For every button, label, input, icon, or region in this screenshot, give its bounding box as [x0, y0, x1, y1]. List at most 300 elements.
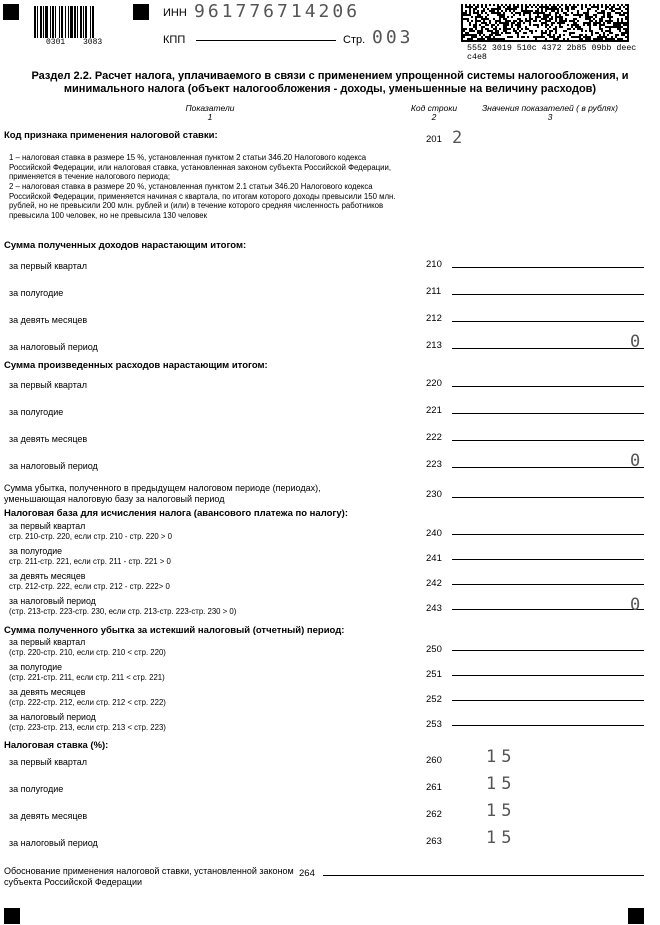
barcode-module	[497, 12, 499, 14]
barcode-module	[485, 4, 487, 6]
barcode-module	[615, 34, 617, 36]
column-header-2	[403, 104, 465, 122]
value-line-212[interactable]	[452, 321, 644, 322]
barcode-bar	[70, 6, 73, 38]
barcode-module	[583, 36, 585, 38]
tax-base-row-formula: стр. 210-стр. 220, если стр. 210 - стр. 220 > 0	[9, 532, 172, 541]
line-code-211: 211	[426, 286, 442, 297]
barcode-module	[583, 40, 585, 42]
value-line-253[interactable]	[452, 725, 644, 726]
barcode-module	[483, 26, 485, 28]
barcode-module	[525, 32, 527, 34]
barcode-module	[493, 28, 495, 30]
line-code-261: 261	[426, 782, 442, 793]
barcode-module	[477, 4, 479, 6]
barcode-module	[495, 20, 497, 22]
barcode-module	[599, 22, 601, 24]
barcode-module	[579, 38, 581, 40]
barcode-module	[611, 36, 613, 38]
barcode-module	[619, 14, 621, 16]
barcode-module	[545, 26, 547, 28]
barcode-module	[499, 8, 501, 10]
barcode-module	[603, 34, 605, 36]
column-header-1	[150, 104, 270, 122]
barcode-module	[561, 40, 563, 42]
barcode-module	[477, 10, 479, 12]
barcode-module	[489, 38, 491, 40]
barcode-module	[551, 22, 553, 24]
barcode-module	[509, 32, 511, 34]
barcode-module	[543, 12, 545, 14]
barcode-module	[555, 14, 557, 16]
tax-rate-label: Налоговая ставка (%):	[4, 740, 109, 751]
tax-base-row-label: за девять месяцев	[9, 571, 86, 581]
barcode-module	[489, 10, 491, 12]
barcode-module	[483, 10, 485, 12]
barcode-module	[609, 4, 611, 6]
barcode-bar	[92, 6, 94, 38]
rate-row-label: за налоговый период	[9, 838, 98, 848]
barcode-module	[463, 14, 465, 16]
barcode-module	[479, 38, 481, 40]
barcode-module	[627, 12, 629, 14]
barcode-module	[567, 8, 569, 10]
value-line-213[interactable]	[452, 348, 644, 349]
barcode-bar	[85, 6, 87, 38]
barcode-module	[625, 36, 627, 38]
barcode-module	[503, 30, 505, 32]
barcode-module	[479, 34, 481, 36]
barcode-bar	[77, 6, 78, 38]
barcode-module	[619, 6, 621, 8]
barcode-module	[519, 14, 521, 16]
barcode-module	[523, 14, 525, 16]
barcode-module	[469, 40, 471, 42]
barcode-module	[587, 40, 589, 42]
barcode-module	[581, 8, 583, 10]
barcode-module	[535, 36, 537, 38]
barcode-module	[471, 16, 473, 18]
value-line-240[interactable]	[452, 534, 644, 535]
value-line-250[interactable]	[452, 650, 644, 651]
barcode-module	[513, 14, 515, 16]
barcode-module	[535, 20, 537, 22]
barcode-module	[489, 40, 491, 42]
barcode-module	[617, 18, 619, 20]
barcode-module	[601, 10, 603, 12]
barcode-module	[487, 38, 489, 40]
2d-barcode-caption: 5552 3019 510c 4372 2b85 09bb deec c4e8	[467, 44, 637, 62]
barcode-module	[533, 24, 535, 26]
barcode-module	[589, 24, 591, 26]
barcode-module	[525, 4, 527, 6]
line-code-210: 210	[426, 259, 442, 270]
barcode-module	[473, 4, 475, 6]
barcode-module	[607, 14, 609, 16]
value-line-241[interactable]	[452, 559, 644, 560]
value-line-222[interactable]	[452, 440, 644, 441]
value-line-252[interactable]	[452, 700, 644, 701]
barcode-module	[615, 8, 617, 10]
barcode-module	[573, 6, 575, 8]
barcode-module	[471, 36, 473, 38]
barcode-module	[589, 36, 591, 38]
barcode-module	[577, 40, 579, 42]
barcode-module	[573, 8, 575, 10]
barcode-module	[485, 24, 487, 26]
barcode-module	[515, 24, 517, 26]
rate-row-label: за девять месяцев	[9, 811, 88, 821]
barcode-module	[603, 24, 605, 26]
barcode-module	[481, 4, 483, 6]
barcode-module	[625, 22, 627, 24]
value-line-230[interactable]	[452, 497, 644, 498]
barcode-module	[595, 14, 597, 16]
barcode-module	[599, 18, 601, 20]
value-213[interactable]: 0	[630, 332, 641, 352]
barcode-module	[481, 32, 483, 34]
barcode-module	[565, 20, 567, 22]
barcode-module	[589, 30, 591, 32]
barcode-module	[461, 34, 463, 36]
barcode-bar	[40, 6, 42, 38]
barcode-module	[501, 10, 503, 12]
barcode-module	[497, 30, 499, 32]
income-row-label: за полугодие	[9, 288, 64, 298]
barcode-module	[511, 40, 513, 42]
barcode-module	[571, 8, 573, 10]
barcode-module	[545, 14, 547, 16]
barcode-module	[537, 10, 539, 12]
inn-value: 961776714206	[194, 1, 361, 22]
barcode-module	[599, 38, 601, 40]
barcode-module	[587, 12, 589, 14]
value-263[interactable]: 15	[486, 828, 517, 848]
barcode-module	[537, 12, 539, 14]
barcode-module	[487, 14, 489, 16]
barcode-module	[541, 10, 543, 12]
barcode-module	[541, 40, 543, 42]
barcode-module	[475, 20, 477, 22]
barcode-module	[511, 22, 513, 24]
barcode-module	[601, 36, 603, 38]
barcode-module	[531, 30, 533, 32]
barcode-module	[499, 12, 501, 14]
line-code-260: 260	[426, 755, 442, 766]
barcode-module	[485, 40, 487, 42]
barcode-module	[503, 12, 505, 14]
barcode-module	[605, 36, 607, 38]
barcode-module	[595, 6, 597, 8]
value-line-211[interactable]	[452, 294, 644, 295]
barcode-module	[553, 6, 555, 8]
barcode-module	[527, 20, 529, 22]
line-code-252: 252	[426, 694, 442, 705]
value-line-210[interactable]	[452, 267, 644, 268]
barcode-module	[491, 26, 493, 28]
value-223[interactable]: 0	[630, 451, 641, 471]
barcode-module	[483, 20, 485, 22]
barcode-module	[501, 40, 503, 42]
barcode-module	[623, 6, 625, 8]
barcode-module	[503, 28, 505, 30]
barcode-module	[553, 36, 555, 38]
barcode-module	[473, 8, 475, 10]
barcode-module	[627, 16, 629, 18]
barcode-module	[511, 26, 513, 28]
barcode-module	[579, 26, 581, 28]
barcode-module	[521, 28, 523, 30]
barcode-module	[517, 26, 519, 28]
barcode-module	[585, 12, 587, 14]
barcode-module	[513, 6, 515, 8]
line-code-263: 263	[426, 836, 442, 847]
barcode-module	[627, 38, 629, 40]
barcode-module	[505, 4, 507, 6]
barcode-module	[601, 24, 603, 26]
barcode-module	[619, 28, 621, 30]
barcode-module	[613, 24, 615, 26]
barcode-module	[465, 12, 467, 14]
value-243[interactable]: 0	[630, 595, 641, 615]
barcode-module	[599, 28, 601, 30]
barcode-module	[531, 40, 533, 42]
barcode-module	[599, 34, 601, 36]
barcode-module	[557, 16, 559, 18]
barcode-module	[499, 28, 501, 30]
barcode-module	[547, 40, 549, 42]
barcode-module	[597, 40, 599, 42]
barcode-module	[495, 28, 497, 30]
barcode-module	[613, 40, 615, 42]
barcode-module	[561, 8, 563, 10]
barcode-module	[545, 18, 547, 20]
barcode-module	[559, 14, 561, 16]
barcode-module	[469, 14, 471, 16]
barcode-module	[603, 36, 605, 38]
tax-base-row-formula: стр. 211-стр. 221, если стр. 211 - стр. 221 > 0	[9, 557, 171, 566]
value-line-242[interactable]	[452, 584, 644, 585]
expense-row-label: за девять месяцев	[9, 434, 88, 444]
barcode-module	[597, 38, 599, 40]
barcode-module	[573, 20, 575, 22]
barcode-module	[621, 38, 623, 40]
barcode-module	[477, 12, 479, 14]
barcode-module	[517, 22, 519, 24]
line-code-230: 230	[426, 489, 442, 500]
barcode-module	[567, 38, 569, 40]
barcode-module	[545, 10, 547, 12]
corner-marker-bottom-left	[4, 908, 20, 924]
barcode-module	[509, 10, 511, 12]
value-line-243[interactable]	[452, 609, 644, 610]
barcode-module	[559, 40, 561, 42]
barcode-module	[509, 28, 511, 30]
barcode-module	[575, 6, 577, 8]
loss-row-formula: (стр. 223-стр. 213, если стр. 213 < стр. 223)	[9, 723, 166, 732]
value-261[interactable]: 15	[486, 774, 517, 794]
barcode-module	[511, 12, 513, 14]
barcode-module	[557, 12, 559, 14]
barcode-module	[613, 38, 615, 40]
barcode-module	[541, 30, 543, 32]
barcode-module	[561, 16, 563, 18]
barcode-module	[485, 28, 487, 30]
barcode-module	[463, 36, 465, 38]
barcode-module	[463, 40, 465, 42]
value-line-220[interactable]	[452, 386, 644, 387]
barcode-module	[535, 10, 537, 12]
barcode-module	[499, 6, 501, 8]
barcode-module	[547, 8, 549, 10]
barcode-module	[519, 18, 521, 20]
barcode-module	[493, 40, 495, 42]
barcode-module	[609, 22, 611, 24]
value-260[interactable]: 15	[486, 747, 517, 767]
barcode	[34, 6, 118, 38]
barcode-module	[495, 34, 497, 36]
barcode-module	[505, 30, 507, 32]
barcode-module	[545, 24, 547, 26]
loss-row-formula: (стр. 220-стр. 210, если стр. 210 < стр. 220)	[9, 648, 166, 657]
tax-base-row-label: за налоговый период	[9, 596, 96, 606]
barcode-module	[519, 26, 521, 28]
barcode-module	[607, 22, 609, 24]
barcode-module	[589, 16, 591, 18]
barcode-module	[507, 20, 509, 22]
barcode-module	[467, 20, 469, 22]
barcode-module	[519, 22, 521, 24]
barcode-module	[621, 18, 623, 20]
loss-row-label: за девять месяцев	[9, 687, 86, 697]
barcode-module	[531, 18, 533, 20]
barcode-bar	[45, 6, 48, 38]
barcode-module	[611, 6, 613, 8]
line-code-242: 242	[426, 578, 442, 589]
barcode-module	[537, 26, 539, 28]
barcode-module	[505, 28, 507, 30]
barcode-module	[599, 24, 601, 26]
barcode-module	[601, 20, 603, 22]
barcode-module	[583, 24, 585, 26]
barcode-module	[625, 32, 627, 34]
barcode-module	[481, 36, 483, 38]
value-line-223[interactable]	[452, 467, 644, 468]
line-code-250: 250	[426, 644, 442, 655]
barcode-module	[461, 14, 463, 16]
barcode-module	[579, 28, 581, 30]
barcode-module	[617, 8, 619, 10]
barcode-module	[585, 4, 587, 6]
barcode-module	[555, 32, 557, 34]
barcode-module	[577, 28, 579, 30]
barcode-module	[475, 12, 477, 14]
barcode-bar	[34, 6, 36, 38]
barcode-module	[619, 22, 621, 24]
barcode-module	[623, 22, 625, 24]
barcode-module	[473, 24, 475, 26]
barcode-module	[595, 20, 597, 22]
barcode-module	[575, 22, 577, 24]
barcode-module	[561, 4, 563, 6]
barcode-module	[531, 10, 533, 12]
barcode-module	[567, 6, 569, 8]
column-header-1-number: 1	[207, 112, 213, 122]
barcode-module	[471, 38, 473, 40]
barcode-module	[523, 40, 525, 42]
barcode-module	[529, 12, 531, 14]
barcode-module	[515, 12, 517, 14]
barcode-bar	[43, 6, 44, 38]
barcode-module	[623, 40, 625, 42]
barcode-module	[501, 16, 503, 18]
barcode-module	[533, 20, 535, 22]
barcode-module	[547, 14, 549, 16]
barcode-module	[627, 14, 629, 16]
value-line-251[interactable]	[452, 675, 644, 676]
barcode-module	[469, 4, 471, 6]
barcode-module	[585, 18, 587, 20]
barcode-module	[577, 36, 579, 38]
barcode-module	[465, 18, 467, 20]
barcode-module	[503, 40, 505, 42]
barcode-module	[607, 40, 609, 42]
barcode-module	[559, 26, 561, 28]
barcode-module	[481, 40, 483, 42]
barcode-module	[509, 36, 511, 38]
barcode-module	[567, 14, 569, 16]
value-line-221[interactable]	[452, 413, 644, 414]
barcode-module	[587, 36, 589, 38]
barcode-module	[549, 8, 551, 10]
barcode-module	[501, 38, 503, 40]
barcode-module	[507, 22, 509, 24]
barcode-module	[601, 4, 603, 6]
barcode-module	[555, 28, 557, 30]
barcode-module	[495, 26, 497, 28]
barcode-module	[541, 36, 543, 38]
barcode-module	[587, 18, 589, 20]
barcode-module	[519, 24, 521, 26]
barcode-module	[611, 26, 613, 28]
barcode-module	[463, 28, 465, 30]
barcode-module	[577, 4, 579, 6]
barcode-module	[565, 40, 567, 42]
column-header-3	[470, 104, 630, 122]
barcode-module	[517, 40, 519, 42]
value-line-264[interactable]	[323, 875, 644, 876]
barcode-module	[597, 12, 599, 14]
value-262[interactable]: 15	[486, 801, 517, 821]
barcode-module	[569, 34, 571, 36]
barcode-module	[615, 22, 617, 24]
barcode-module	[481, 38, 483, 40]
barcode-module	[553, 22, 555, 24]
barcode-module	[609, 18, 611, 20]
barcode-bar	[55, 6, 56, 38]
barcode-module	[623, 12, 625, 14]
barcode-module	[625, 16, 627, 18]
barcode-module	[617, 26, 619, 28]
barcode-module	[551, 30, 553, 32]
expense-row-label: за первый квартал	[9, 380, 88, 390]
barcode-module	[479, 32, 481, 34]
barcode-module	[595, 24, 597, 26]
rate-sign-value[interactable]: 2	[452, 128, 463, 148]
line-code-201: 201	[426, 134, 442, 145]
barcode-module	[539, 6, 541, 8]
barcode-module	[463, 34, 465, 36]
